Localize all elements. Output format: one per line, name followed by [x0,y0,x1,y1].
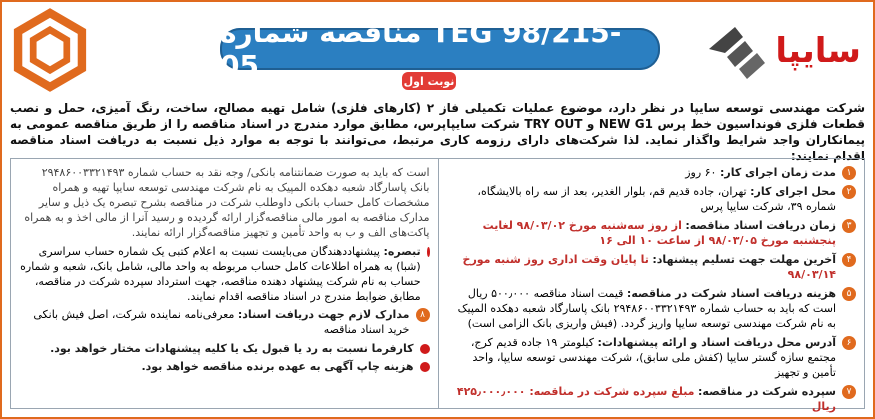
round-badge-text: نوبت اول [403,74,455,88]
detail-item [447,384,857,414]
details-grid [10,158,865,413]
detail-item [447,335,857,380]
note-item [19,359,430,374]
item-number: ۴ [842,253,856,267]
item-text: کیلومتر ۱۹ جاده قدیم کرج، مجتمع سازه گستر سایپا (کفش ملی سابق)، شرکت مهندسی توسعه سایپا، واحد تأمین و تجهیز [470,336,836,379]
note-bullet-icon [420,362,430,372]
item-label: سپرده شرکت در مناقصه: [698,385,836,398]
note-item [19,244,430,304]
detail-item [447,286,857,331]
detail-item [447,165,857,180]
details-left-column [11,159,438,408]
item-number: ۲ [842,185,856,199]
item-text: تا پایان وقت اداری روز شنبه مورخ ۹۸/۰۳/۱۴ [462,253,836,281]
round-badge [402,72,456,90]
note-text: کارفرما نسبت به رد یا قبول یک یا کلیه پیشنهادات مختار خواهد بود. [50,342,414,355]
note-bullet-icon [427,247,430,257]
item-number: ۳ [842,219,856,233]
item-number: ۶ [842,336,856,350]
detail-item [447,184,857,214]
item-text: ۶۰ روز [685,166,717,179]
item-label: زمان دریافت اسناد مناقصه: [685,219,836,232]
note-label: تبصره: [383,245,421,258]
item-number: ۸ [416,308,430,322]
item-number: ۱ [842,166,856,180]
item-text: از روز سه‌شنبه مورخ ۹۸/۰۳/۰۲ لغایت پنجشنبه مورخ ۹۸/۰۳/۰۵ از ساعت ۱۰ الی ۱۶ [482,219,836,247]
deposit-paragraph: است که باید به صورت ضمانتنامه بانکی/ وجه نقد به حساب شماره ۲۹۴۸۶۰۰۳۳۲۱۴۹۳ بانک پاسارگاد شعبه دهکده المپیک به نام شرکت مهندسی توسعه سایپا تهیه و همراه مشخصات کامل حساب بانکی داوطلب شرکت در مناقصه بشرح تبصره یک ذیل و سایر مدارک مناقصه به امور مالی مناقصه‌گزار ارائه گردیده و رسید آنرا از مالی اخذ و به همراه پاکت‌های الف و ب به واحد تأمین و تجهیز مناقصه‌گزار ارائه نمایند. [24,166,430,239]
detail-item [19,307,430,337]
saipa-logo-icon [705,19,769,83]
item-label: آدرس محل دریافت اسناد و ارائه پیشنهادات: [597,336,836,349]
item-label: هزینه دریافت اسناد شرکت در مناقصه: [626,287,836,300]
docs-text: معرفی‌نامه نماینده شرکت، اصل فیش بانکی خرید اسناد مناقصه [33,308,410,336]
intro-paragraph: شرکت مهندسی توسعه سایپا در نظر دارد، موضوع عملیات تکمیلی فاز ۲ (کارهای فلزی) شامل تهیه مصالح، ساخت، رنگ آمیزی، حمل و نصب قطعات فلزی فونداسیون خط پرس NEW G1 و TRY OUT شرکت سایپاپرس، مطابق موارد مندرج در اسناد مناقصه را از طریق مناقصه عمومی به پیمانکاران واجد شرایط واگذار نماید. لذا شرکت‌های دارای رزومه کاری مرتبط، می‌توانند با توجه به موارد ذیل نسبت به دریافت اسناد مناقصه اقدام نمایند: [10,101,865,163]
item-text: تهران، جاده قدیم قم، بلوار الغدیر، بعد از سه راه بالایشگاه، شماره ۳۹، شرکت سایپا پرس [477,185,836,213]
detail-item [447,252,857,282]
note-bullet-icon [420,344,430,354]
note-text: پیشنهاددهندگان می‌بایست نسبت به اعلام کتبی یک شماره حساب سراسری (شبا) به همراه اطلاعات کامل حساب مربوطه به واحد مالی، شامل بانک، شعبه و شماره حساب به نام شرکت پیشنهاد دهنده مناقصه، جهت استرداد سپرده شرکت در مناقصه، مطابق ضوابط مندرج در اسناد مناقصه اقدام نمایند. [20,245,421,303]
saipa-emblem-icon [8,8,92,92]
notes [19,244,430,374]
item-text: مبلغ سپرده شرکت در مناقصه: ۴۲۵٫۰۰۰٫۰۰۰ ریال [456,385,836,413]
item-number: ۵ [842,287,856,301]
brand-name: سایپا [775,31,861,71]
tender-title-text: مناقصه شماره TEG 98/215-05 [220,16,622,82]
docs-label: مدارک لازم جهت دریافت اسناد: [237,308,410,321]
item-label: مدت زمان اجرای کار: [719,166,836,179]
detail-item [447,218,857,248]
details-right-column [438,159,865,413]
brand-logo [681,14,861,88]
note-item [19,341,430,356]
note-text: هزینه چاپ آگهی به عهده برنده مناقصه خواهد بود. [141,360,414,373]
item-label: محل اجرای کار: [750,185,836,198]
item-number: ۷ [842,385,856,399]
item-text: قیمت اسناد مناقصه ۵۰۰٫۰۰۰ ریال است که باید به حساب شماره ۲۹۴۸۶۰۰۳۳۲۱۴۹۳ بانک پاسارگاد شعبه دهکده المپیک به نام شرکت مهندسی توسعه سایپا واریز گردد. (فیش واریزی بانک الزامی است) [457,287,836,330]
item-label: آخرین مهلت جهت تسلیم پیشنهاد: [652,253,836,266]
